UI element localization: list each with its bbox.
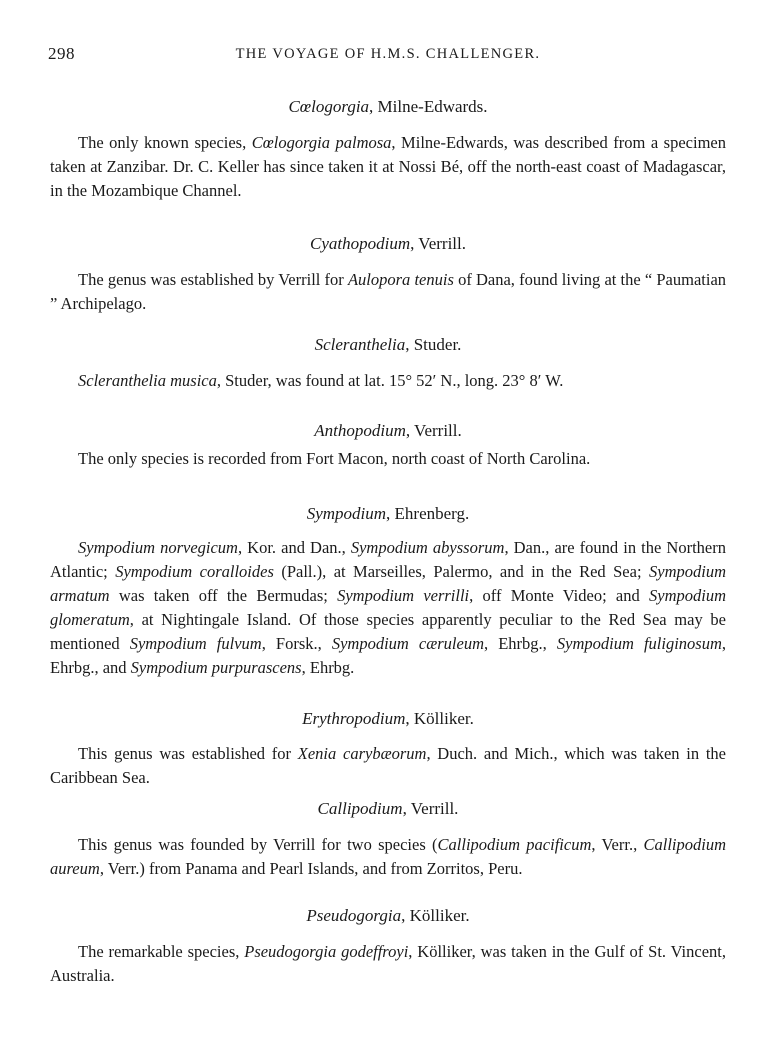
genus-paragraph [50, 536, 726, 680]
text-run: of Dana, found living at the “ Paumatian ” Archipelago. [50, 270, 727, 313]
genus-authority: , Verrill. [402, 799, 459, 818]
genus-paragraph [50, 742, 726, 790]
genus-section [50, 96, 726, 203]
page-header [48, 44, 728, 70]
running-title: THE VOYAGE OF H.M.S. CHALLENGER. [235, 46, 541, 62]
genus-paragraph [50, 268, 726, 316]
text-run: The genus was established by Verrill for [78, 270, 348, 289]
text-run: The only species is recorded from Fort Macon, north coast of North Carolina. [78, 449, 591, 468]
text-run: , Verr.) from Panama and Pearl Islands, and from Zorritos, Peru. [99, 859, 523, 878]
genus-name: Cyathopodium [310, 234, 411, 253]
text-run: This genus was established for [78, 744, 298, 763]
genus-section [50, 708, 726, 790]
species-name: Callipodium pacificum [437, 835, 592, 854]
genus-paragraph [50, 940, 726, 988]
genus-authority: , Verrill. [405, 421, 462, 440]
genus-heading [50, 420, 726, 442]
genus-authority: , Verrill. [410, 234, 466, 253]
text-run: , Forsk., [261, 634, 332, 653]
genus-name: Sympodium [306, 504, 387, 523]
species-name: Xenia carybæorum [297, 744, 427, 763]
genus-paragraph [50, 369, 726, 393]
text-run: This genus was founded by Verrill for two species ( [78, 835, 438, 854]
species-name: Callipodium aureum [50, 835, 727, 878]
genus-paragraph [50, 447, 726, 471]
text-run: , off Monte Video; and [469, 586, 649, 605]
species-name: Sympodium purpurascens [130, 658, 302, 677]
genus-heading [50, 96, 726, 118]
genus-name: Erythropodium [302, 709, 406, 728]
text-run: , Kölliker, was taken in the Gulf of St. Vincent, Australia. [50, 942, 726, 985]
species-name: Sympodium glomeratum [50, 586, 726, 629]
genus-section [50, 798, 726, 881]
genus-heading [50, 798, 726, 820]
text-run: The only known species, [78, 133, 252, 152]
text-run: , Ehrbg. [301, 658, 355, 677]
genus-name: Anthopodium [314, 421, 406, 440]
species-name: Sympodium fulvum [129, 634, 262, 653]
page-number: 298 [48, 44, 75, 63]
species-name: Sympodium abyssorum [350, 538, 505, 557]
genus-authority: , Kölliker. [405, 709, 474, 728]
species-name: Sympodium cæruleum [331, 634, 485, 653]
text-run: , Ehrbg., and [50, 634, 726, 677]
species-name: Pseudogorgia godeffroyi [244, 942, 409, 961]
text-run: , Studer, was found at lat. 15° 52′ N., long. 23° 8′ W. [216, 371, 564, 390]
genus-section [50, 334, 726, 393]
genus-authority: , Studer. [405, 335, 462, 354]
text-run: , Ehrbg., [484, 634, 557, 653]
genus-section [50, 503, 726, 680]
genus-heading [50, 503, 726, 525]
species-name: Sympodium norvegicum [78, 538, 238, 557]
text-run: , Verr., [591, 835, 644, 854]
text-run: (Pall.), at Marseilles, Palermo, and in the Red Sea; [273, 562, 649, 581]
text-run: , Kor. and Dan., [237, 538, 351, 557]
genus-heading [50, 233, 726, 255]
text-run: , at Nightingale Island. Of those species apparently peculiar to the Red Sea may be mentioned [50, 610, 726, 653]
text-run: was taken off the Bermudas; [109, 586, 338, 605]
species-name: Sympodium verrilli [337, 586, 470, 605]
text-run: , Milne-Edwards, was described from a specimen taken at Zanzibar. Dr. C. Keller has since taken it at Nossi Bé, off the north-east coast of Madagascar, in the Mozambique Channel. [50, 133, 726, 200]
species-name: Cœlogorgia palmosa [251, 133, 392, 152]
genus-authority: , Ehrenberg. [386, 504, 470, 523]
genus-paragraph [50, 833, 726, 881]
genus-heading [50, 708, 726, 730]
genus-section [50, 233, 726, 316]
genus-name: Scleranthelia [314, 335, 406, 354]
genus-authority: , Milne-Edwards. [369, 97, 488, 116]
species-name: Sympodium fuliginosum [556, 634, 722, 653]
genus-section [50, 905, 726, 988]
genus-section [50, 420, 726, 471]
text-run: , Dan., are found in the Northern Atlantic; [50, 538, 726, 581]
text-run: The remarkable species, [78, 942, 245, 961]
genus-heading [50, 334, 726, 356]
genus-name: Callipodium [317, 799, 403, 818]
species-name: Aulopora tenuis [347, 270, 454, 289]
genus-name: Pseudogorgia [306, 906, 402, 925]
species-name: Sympodium armatum [50, 562, 726, 605]
genus-authority: , Kölliker. [401, 906, 470, 925]
species-name: Sympodium coralloides [115, 562, 274, 581]
genus-paragraph [50, 131, 726, 203]
genus-heading [50, 905, 726, 927]
species-name: Scleranthelia musica [78, 371, 217, 390]
text-run: , Duch. and Mich., which was taken in the Caribbean Sea. [50, 744, 727, 787]
genus-name: Cœlogorgia [288, 97, 370, 116]
